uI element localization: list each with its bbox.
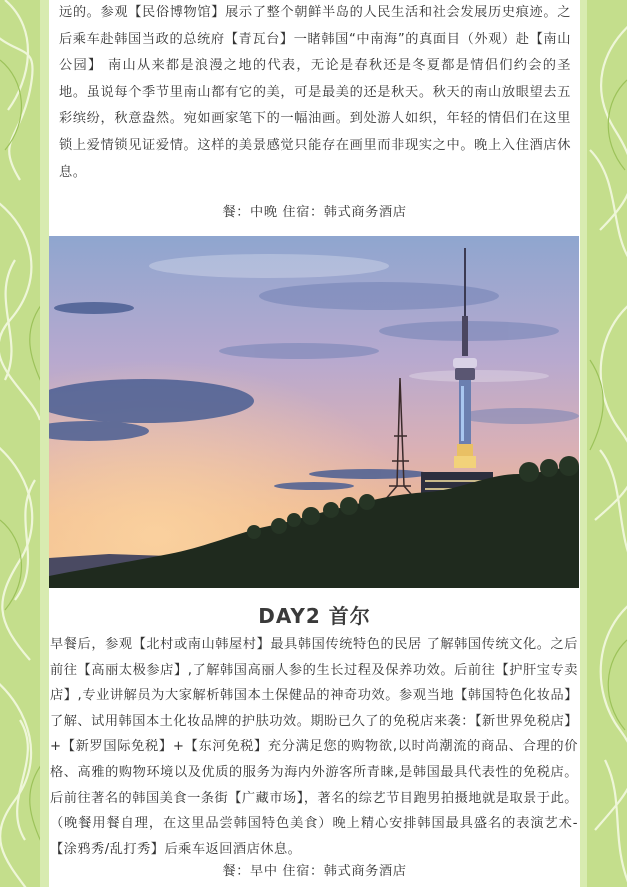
day1-description: 远的。参观【民俗博物馆】展示了整个朝鲜半岛的人民生活和社会发展历史痕迹。之后乘车赴韩国当政的总统府【青瓦台】一睹韩国“中南海”的真面目（外观）赴【南山公园】 南山从来都是浪漫之地的代表，无论是春秋还是冬夏都是情侣们约会的圣地。虽说每个季节里南山都有它的美，可是最美的还是秋天。秋天的南山放眼望去五彩缤纷，秋意盎然。宛如画家笔下的一幅油画。到处游人如织，年轻的情侣们在这里锁上爱情锁见证爱情。这样的美景感觉只能存在画里而非现实之中。晚上入住酒店休息。 [59, 5, 571, 180]
left-decorative-border [0, 0, 49, 887]
day2-description: 早餐后，参观【北村或南山韩屋村】最具韩国传统特色的民居 了解韩国传统文化。之后前往【高丽太极参店】,了解韩国高丽人参的生长过程及保养功效。后前往【护肝宝专卖店】,专业讲解员为大家解析韩国本土保健品的神奇功效。参观当地【韩国特色化妆品】了解、试用韩国本土化妆品牌的护肤功效。期盼已久了的免税店来袭：【新世界免税店】+【新罗国际免税】+【东河免税】充分满足您的购物欲,以时尚潮流的商品、合理的价格、高雅的购物环境以及优质的服务为海内外游客所青睐,是韩国最具代表性的免税店。后前往著名的韩国美食一条街【广藏市场】，著名的综艺节目跑男拍摄地就是取景于此。（晚餐用餐自理，在这里品尝韩国特色美食）晚上精心安排韩国最具盛名的表演艺术-【涂鸦秀/乱打秀】后乘车返回酒店休息。 [50, 637, 578, 857]
seoul-tower-photo [49, 236, 579, 588]
day-heading: DAY2 首尔 [258, 604, 371, 628]
itinerary-content [49, 0, 580, 887]
meal-accommodation-line: 餐：中晚 住宿：韩式商务酒店 [222, 205, 407, 220]
meal-accommodation-line: 餐：早中 住宿：韩式商务酒店 [222, 864, 407, 879]
right-decorative-border [580, 0, 627, 887]
